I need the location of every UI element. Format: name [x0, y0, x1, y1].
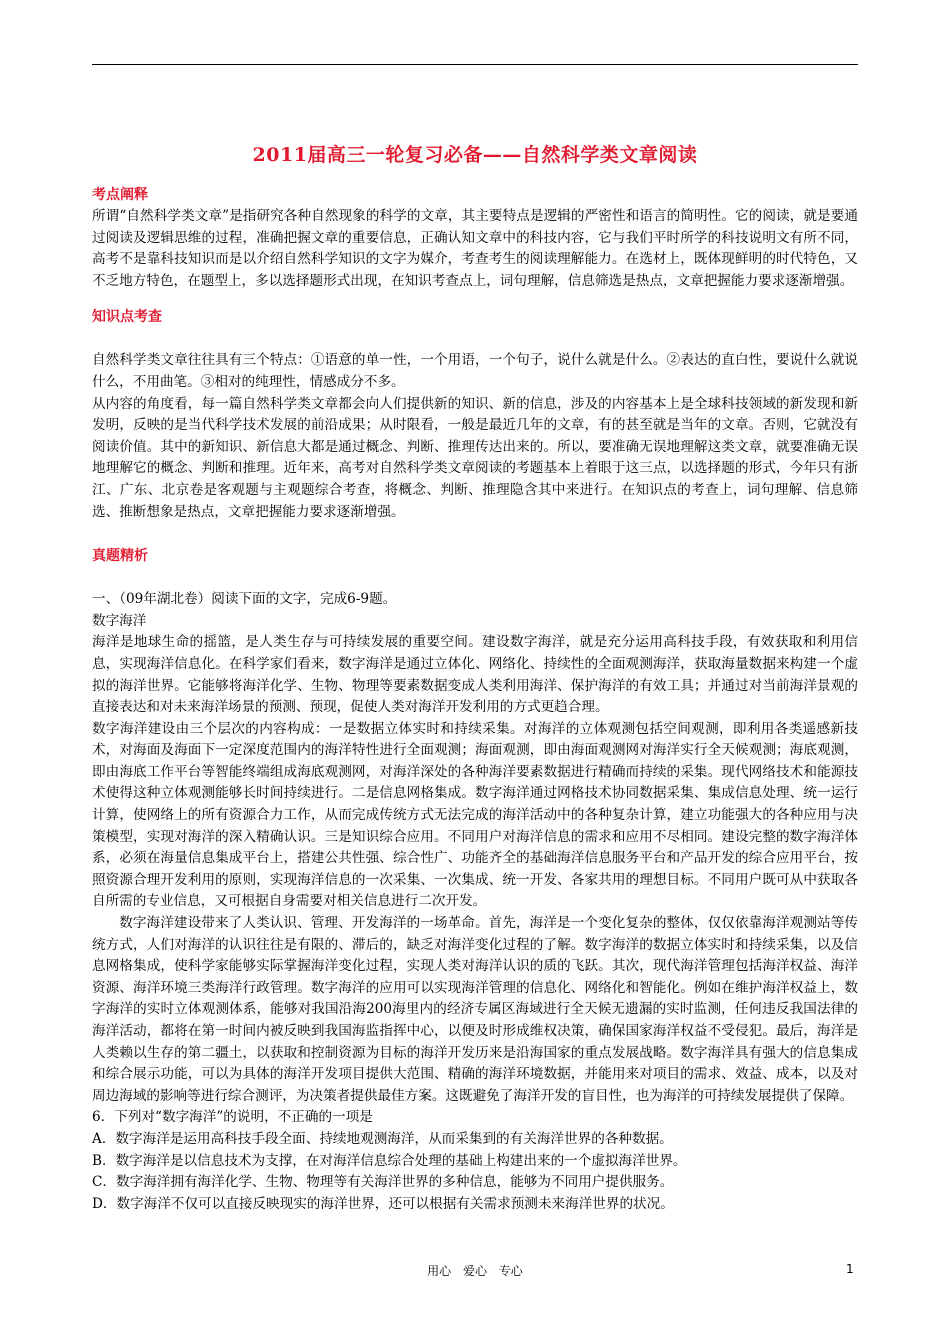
page-number: 1 — [846, 1262, 854, 1276]
article-title: 数字海洋 — [92, 612, 147, 629]
document-body — [92, 184, 858, 1215]
option-c: C．数字海洋拥有海洋化学、生物、物理等有关海洋世界的多种信息，能够为不同用户提供服务。 — [92, 1174, 674, 1191]
kaodian-paragraph: 所谓“自然科学类文章”是指研究各种自然现象的科学的文章，其主要特点是逻辑的严密性和语言的简明性。它的阅读，就是要通过阅读及逻辑思维的过程，准确把握文章的重要信息，正确认知文章中的科技内容，它与我们平时所学的科技说明文有所不同，高考不是靠科技知识而是以介绍自然科学知识的文字为媒介，考查考生的阅读理解能力。在选材上，既体现鲜明的时代特色，又不乏地方特色，在题型上，多以选择题形式出现，在知识考查点上，词句理解，信息筛选是热点，文章把握能力要求逐渐增强。 — [92, 208, 858, 289]
option-d: D．数字海洋不仅可以直接反映现实的海洋世界，还可以根据有关需求预测未来海洋世界的状况。 — [92, 1195, 674, 1212]
footer-motto: 用心 爱心 专心 — [427, 1264, 523, 1278]
zhishi-paragraph-2: 从内容的角度看，每一篇自然科学类文章都会向人们提供新的知识、新的信息，涉及的内容基本上是全球科技领域的新发现和新发明，反映的是当代科学技术发展的前沿成果；从时限看，一般是最近几年的文章，有的甚至就是当年的文章。否则，它就没有阅读价值。其中的新知识、新信息大都是通过概念、判断、推理传达出来的。所以，要准确无误地理解这类文章，就要准确无误地理解它的概念、判断和推理。近年来，高考对自然科学类文章阅读的考题基本上着眼于这三点，以选择题的形式，今年只有浙江、广东、北京卷是客观题与主观题综合考查，将概念、判断、推理隐含其中来进行。在知识点的考查上，词句理解、信息筛选、推断想象是热点，文章把握能力要求逐渐增强。 — [92, 395, 858, 520]
option-b: B．数字海洋是以信息技术为支撑，在对海洋信息综合处理的基础上构建出来的一个虚拟海洋世界。 — [92, 1152, 687, 1169]
zhishi-paragraph-1: 自然科学类文章往往具有三个特点：①语意的单一性，一个用语，一个句子，说什么就是什么。②表达的直白性，要说什么就说什么，不用曲笔。③相对的纯理性，情感成分不多。 — [92, 352, 858, 390]
header-rule — [92, 64, 858, 65]
section-heading-zhenti: 真题精析 — [92, 548, 148, 565]
option-a: A．数字海洋是运用高科技手段全面、持续地观测海洋，从而采集到的有关海洋世界的各种数据。 — [92, 1130, 673, 1147]
article-paragraph-3: 数字海洋建设带来了人类认识、管理、开发海洋的一场革命。首先，海洋是一个变化复杂的整体，仅仅依靠海洋观测站等传统方式，人们对海洋的认识往往是有限的、滞后的，缺乏对海洋变化过程的了解。数字海洋的数据立体实时和持续采集，以及信息网格集成，使科学家能够实际掌握海洋变化过程，实现人类对海洋认识的质的飞跃。其次，现代海洋管理包括海洋权益、海洋资源、海洋环境三类海洋行政管理。数字海洋的应用可以实现海洋管理的信息化、网络化和智能化。例如在维护海洋权益上，数字海洋的实时立体观测体系，能够对我国沿海200海里内的经济专属区海域进行全天候无遗漏的实时监测，任何违反我国法律的海洋活动，都将在第一时间内被反映到我国海监指挥中心，以便及时形成维权决策，确保国家海洋权益不受侵犯。最后，海洋是人类赖以生存的第二疆土，以获取和控制资源为目标的海洋开发历来是沿海国家的重点发展战略。数字海洋具有强大的信息集成和综合展示功能，可以为具体的海洋开发项目提供大范围、精确的海洋环境数据，并能用来对项目的需求、效益、成本，以及对周边海域的影响等进行综合测评，为决策者提供最佳方案。这既避免了海洋开发的盲目性，也为海洋的可持续发展提供了保障。 — [92, 915, 858, 1104]
question-6: 6．下列对“数字海洋”的说明，不正确的一项是 — [92, 1109, 373, 1126]
question-intro: 一、（09年湖北卷）阅读下面的文字，完成6-9题。 — [92, 591, 397, 608]
article-paragraph-1: 海洋是地球生命的摇篮，是人类生存与可持续发展的重要空间。建设数字海洋，就是充分运用高科技手段，有效获取和利用信息，实现海洋信息化。在科学家们看来，数字海洋是通过立体化、网络化、持续性的全面观测海洋，获取海量数据来构建一个虚拟的海洋世界。它能够将海洋化学、生物、物理等要素数据变成人类利用海洋、保护海洋的有效工具；并通过对当前海洋景观的直接表达和对未来海洋场景的预测、预现，促使人类对海洋开发利用的方式更趋合理。 — [92, 634, 858, 716]
document-title: 2011届高三一轮复习必备——自然科学类文章阅读 — [252, 144, 698, 166]
section-heading-kaodian: 考点阐释 — [92, 187, 148, 203]
article-paragraph-2: 数字海洋建设由三个层次的内容构成：一是数据立体实时和持续采集。对海洋的立体观测包括空间观测，即利用各类遥感新技术，对海面及海面下一定深度范围内的海洋特性进行全面观测；海面观测，即由海面观测网对海洋实行全天候观测；海底观测，即由海底工作平台等智能终端组成海底观测网，对海洋深处的各种海洋要素数据进行精确而持续的采集。现代网络技术和能源技术使得这种立体观测能够长时间持续进行。二是信息网格集成。数字海洋通过网格技术协同数据采集、集成信息处理、统一运行计算，使网络上的所有资源合力工作，从而完成传统方式无法完成的海洋活动中的各种复杂计算，建立功能强大的各种应用与决策模型，实现对海洋的深入精确认识。三是知识综合应用。不同用户对海洋信息的需求和应用不尽相同。建设完整的数字海洋体系，必须在海量信息集成平台上，搭建公共性强、综合性广、功能齐全的基础海洋信息服务平台和产品开发的综合应用平台，按照资源合理开发利用的原则，实现海洋信息的一次采集、一次集成、统一开发、各家共用的理想目标。不同用户既可从中获取各自所需的专业信息，又可根据自身需要对相关信息进行二次开发。 — [92, 720, 858, 910]
section-heading-zhishi: 知识点考查 — [92, 309, 162, 326]
